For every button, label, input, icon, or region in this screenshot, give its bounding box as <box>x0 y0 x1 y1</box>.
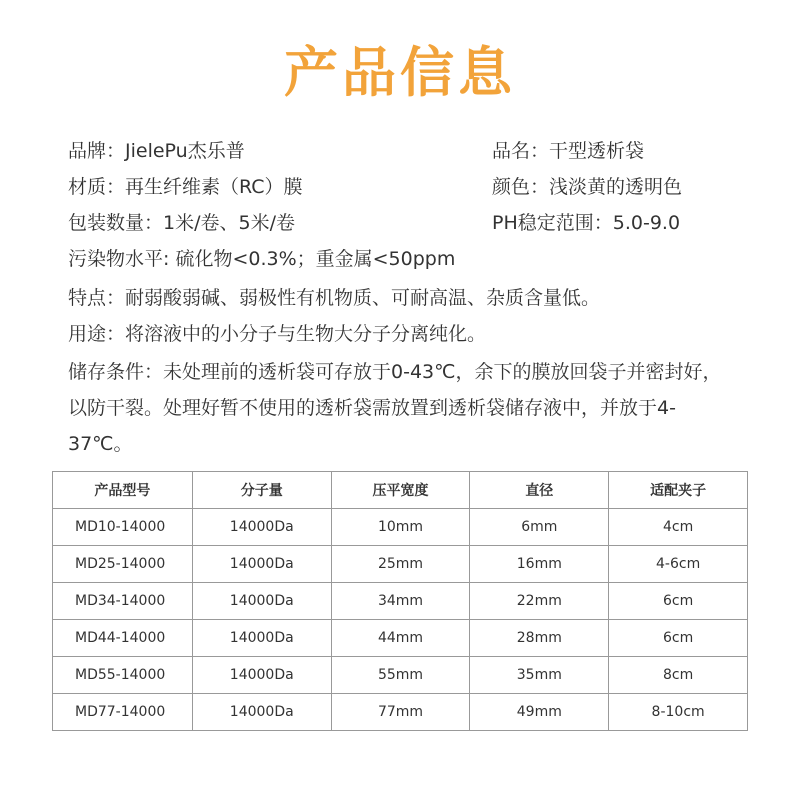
cell-model: MD55-14000 <box>53 657 193 694</box>
cell-clip: 6cm <box>609 583 748 620</box>
cell-molecular-weight: 14000Da <box>192 657 331 694</box>
page-title: 产品信息 <box>284 41 516 104</box>
cell-model: MD77-14000 <box>53 694 193 731</box>
cell-clip: 8-10cm <box>609 694 748 731</box>
spec-contaminants: 污染物水平: 硫化物<0.3%；重金属<50ppm <box>68 248 456 270</box>
product-table <box>52 471 748 731</box>
cell-diameter: 28mm <box>470 620 609 657</box>
cell-diameter: 22mm <box>470 583 609 620</box>
cell-model: MD10-14000 <box>53 509 193 546</box>
cell-clip: 4-6cm <box>609 546 748 583</box>
spec-package: 包装数量：1米/卷、5米/卷 <box>68 212 295 234</box>
table-row <box>53 509 748 546</box>
spec-material: 材质：再生纤维素（RC）膜 <box>68 176 303 198</box>
spec-brand: 品牌：JielePu杰乐普 <box>68 140 245 162</box>
cell-clip: 8cm <box>609 657 748 694</box>
spec-features: 特点：耐弱酸弱碱、弱极性有机物质、可耐高温、杂质含量低。 <box>68 287 601 309</box>
cell-flat-width: 55mm <box>331 657 470 694</box>
cell-model: MD34-14000 <box>53 583 193 620</box>
cell-molecular-weight: 14000Da <box>192 583 331 620</box>
header-diameter: 直径 <box>470 472 609 509</box>
spec-ph: PH稳定范围：5.0-9.0 <box>492 212 681 234</box>
cell-molecular-weight: 14000Da <box>192 620 331 657</box>
cell-flat-width: 77mm <box>331 694 470 731</box>
cell-molecular-weight: 14000Da <box>192 694 331 731</box>
table-row <box>53 694 748 731</box>
cell-diameter: 35mm <box>470 657 609 694</box>
table-row <box>53 546 748 583</box>
table-row <box>53 620 748 657</box>
cell-flat-width: 44mm <box>331 620 470 657</box>
table-row <box>53 583 748 620</box>
cell-flat-width: 10mm <box>331 509 470 546</box>
cell-flat-width: 34mm <box>331 583 470 620</box>
spec-name: 品名：干型透析袋 <box>492 140 645 162</box>
cell-flat-width: 25mm <box>331 546 470 583</box>
cell-diameter: 6mm <box>470 509 609 546</box>
cell-model: MD25-14000 <box>53 546 193 583</box>
cell-molecular-weight: 14000Da <box>192 546 331 583</box>
cell-model: MD44-14000 <box>53 620 193 657</box>
cell-diameter: 16mm <box>470 546 609 583</box>
spec-storage: 储存条件：未处理前的透析袋可存放于0-43℃，余下的膜放回袋子并密封好，以防干裂。处理好暂不使用的透析袋需放置到透析袋储存液中，并放于4-37℃。 <box>68 361 722 455</box>
cell-clip: 6cm <box>609 620 748 657</box>
table-row <box>53 657 748 694</box>
header-clip: 适配夹子 <box>609 472 748 509</box>
header-model: 产品型号 <box>53 472 193 509</box>
spec-color: 颜色：浅淡黄的透明色 <box>492 176 683 198</box>
cell-diameter: 49mm <box>470 694 609 731</box>
header-flat-width: 压平宽度 <box>331 472 470 509</box>
cell-molecular-weight: 14000Da <box>192 509 331 546</box>
table-header-row <box>53 472 748 509</box>
cell-clip: 4cm <box>609 509 748 546</box>
spec-usage: 用途：将溶液中的小分子与生物大分子分离纯化。 <box>68 323 487 345</box>
header-molecular-weight: 分子量 <box>192 472 331 509</box>
